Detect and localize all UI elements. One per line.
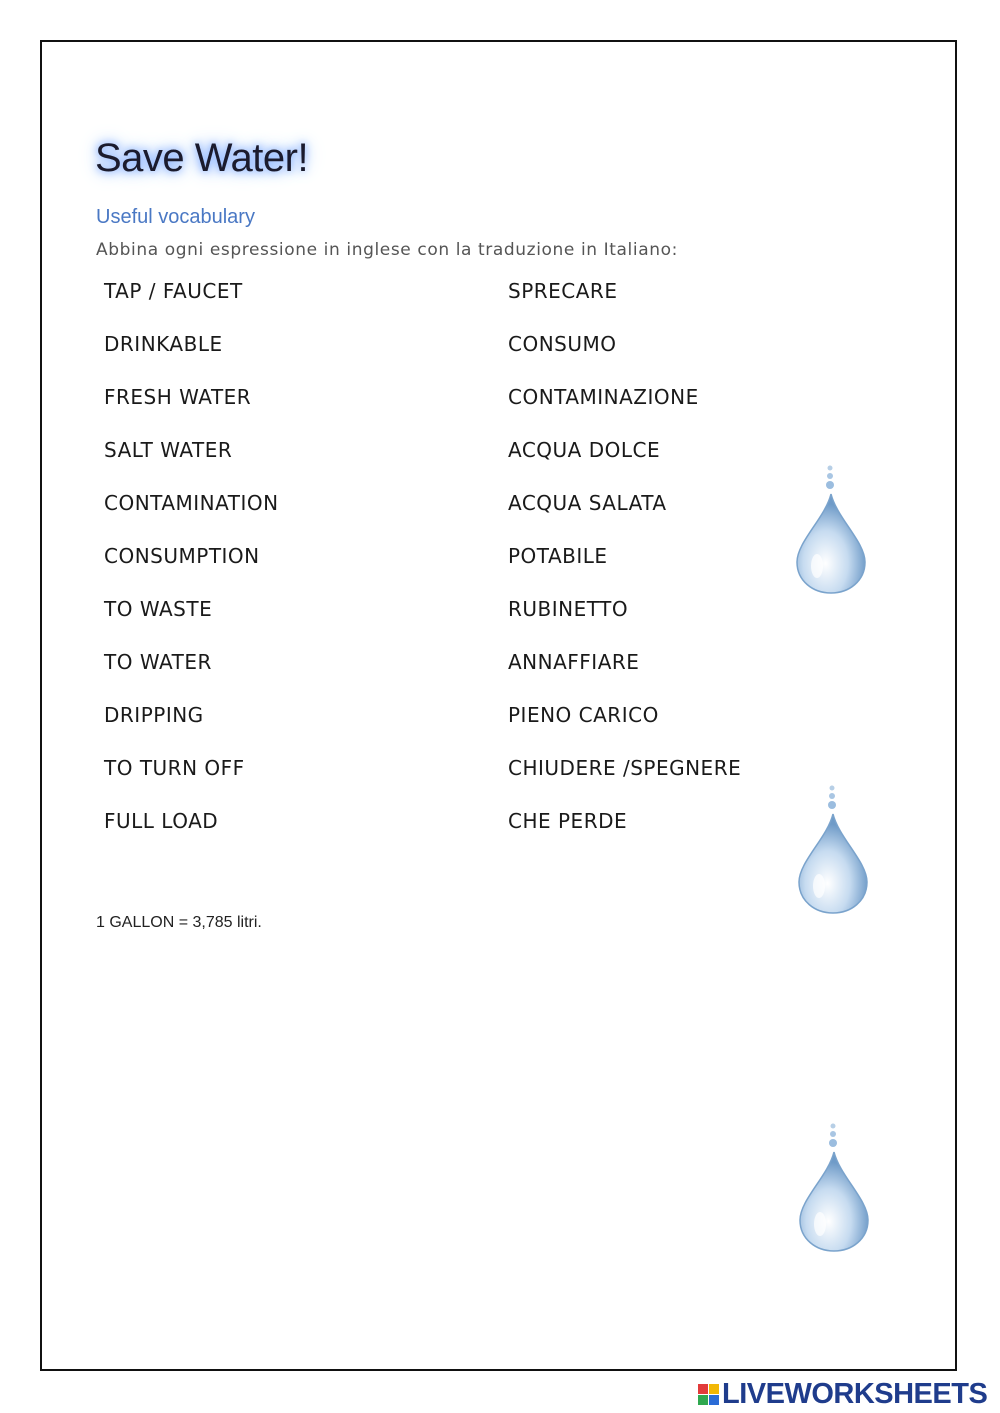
logo-badge-square: [709, 1384, 719, 1394]
english-term: DRINKABLE: [104, 332, 223, 356]
logo-badge-square: [698, 1395, 708, 1405]
italian-term: CHE PERDE: [508, 809, 628, 833]
italian-term: ACQUA SALATA: [508, 491, 667, 515]
water-drop-icon: [794, 1120, 874, 1254]
page-title: Save Water!: [95, 136, 309, 180]
italian-term: PIENO CARICO: [508, 703, 659, 727]
english-term: TO TURN OFF: [104, 756, 245, 780]
english-term: TAP / FAUCET: [104, 279, 243, 303]
english-term: TO WATER: [104, 650, 212, 674]
english-term: TO WASTE: [104, 597, 213, 621]
logo-badge-square: [709, 1395, 719, 1405]
instructions-text: Abbina ogni espressione in inglese con la traduzione in Italiano:: [96, 240, 678, 260]
italian-term: RUBINETTO: [508, 597, 629, 621]
liveworksheets-logo: [698, 1378, 987, 1410]
italian-terms-column: [508, 278, 741, 861]
english-term: CONTAMINATION: [104, 491, 279, 515]
english-term: FULL LOAD: [104, 809, 219, 833]
english-term: CONSUMPTION: [104, 544, 260, 568]
water-drop-icon: [793, 782, 873, 916]
english-term: DRIPPING: [104, 703, 204, 727]
english-terms-column: [104, 278, 279, 861]
italian-term: CONSUMO: [508, 332, 617, 356]
italian-term: ACQUA DOLCE: [508, 438, 661, 462]
italian-term: CONTAMINAZIONE: [508, 385, 699, 409]
italian-term: SPRECARE: [508, 279, 618, 303]
water-drop-icon: [791, 462, 871, 596]
english-term: SALT WATER: [104, 438, 233, 462]
logo-badge-icon: [698, 1384, 719, 1405]
italian-term: CHIUDERE /SPEGNERE: [508, 756, 742, 780]
italian-term: ANNAFFIARE: [508, 650, 640, 674]
section-subtitle: Useful vocabulary: [96, 206, 255, 228]
conversion-note: 1 GALLON = 3,785 litri.: [96, 914, 262, 931]
italian-term: POTABILE: [508, 544, 608, 568]
english-term: FRESH WATER: [104, 385, 252, 409]
logo-badge-square: [698, 1384, 708, 1394]
logo-text: LIVEWORKSHEETS: [722, 1377, 988, 1410]
